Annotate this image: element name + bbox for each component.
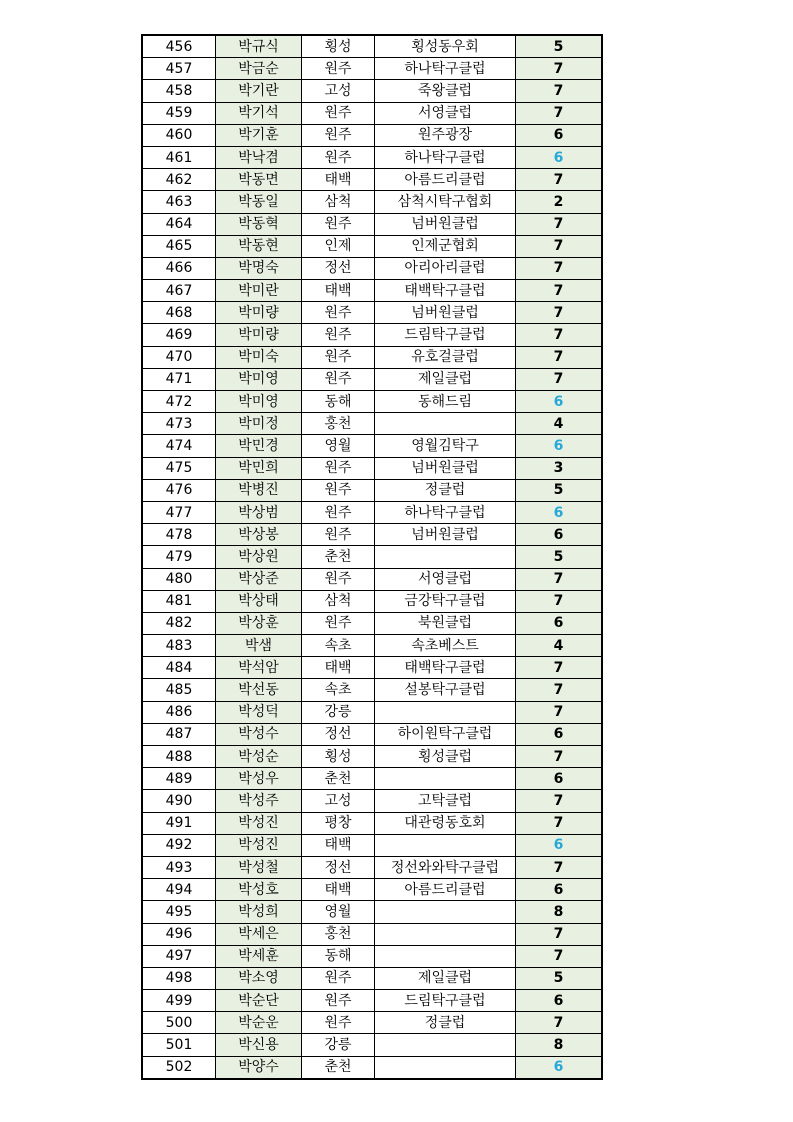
grade-cell: 5 xyxy=(516,546,603,568)
player-name-cell: 박상봉 xyxy=(216,524,302,546)
player-name-cell: 박금순 xyxy=(216,58,302,80)
grade-cell: 7 xyxy=(516,302,603,324)
grade-cell: 7 xyxy=(516,368,603,390)
player-name-cell: 박미숙 xyxy=(216,346,302,368)
club-name-cell: 속초베스트 xyxy=(375,635,516,657)
grade-cell: 5 xyxy=(516,479,603,501)
table-row xyxy=(142,901,602,923)
row-number-cell: 470 xyxy=(142,346,216,368)
club-name-cell: 아름드리클럽 xyxy=(375,169,516,191)
grade-cell: 4 xyxy=(516,635,603,657)
region-cell: 인제 xyxy=(302,235,375,257)
grade-cell: 6 xyxy=(516,435,603,457)
grade-cell: 7 xyxy=(516,856,603,878)
row-number-cell: 489 xyxy=(142,768,216,790)
row-number-cell: 484 xyxy=(142,657,216,679)
row-number-cell: 494 xyxy=(142,879,216,901)
grade-cell: 5 xyxy=(516,967,603,989)
table-row xyxy=(142,1034,602,1056)
grade-cell: 6 xyxy=(516,612,603,634)
player-name-cell: 박순단 xyxy=(216,990,302,1012)
table-row xyxy=(142,479,602,501)
table-row xyxy=(142,635,602,657)
table-row xyxy=(142,213,602,235)
row-number-cell: 468 xyxy=(142,302,216,324)
player-name-cell: 박상준 xyxy=(216,568,302,590)
row-number-cell: 491 xyxy=(142,812,216,834)
row-number-cell: 501 xyxy=(142,1034,216,1056)
club-name-cell: 하나탁구클럽 xyxy=(375,501,516,523)
row-number-cell: 481 xyxy=(142,590,216,612)
player-name-cell: 박성진 xyxy=(216,812,302,834)
row-number-cell: 460 xyxy=(142,124,216,146)
grade-cell: 7 xyxy=(516,102,603,124)
row-number-cell: 456 xyxy=(142,35,216,58)
region-cell: 홍천 xyxy=(302,413,375,435)
club-name-cell: 정클럽 xyxy=(375,479,516,501)
region-cell: 고성 xyxy=(302,790,375,812)
row-number-cell: 477 xyxy=(142,501,216,523)
player-name-cell: 박미란 xyxy=(216,280,302,302)
region-cell: 원주 xyxy=(302,612,375,634)
region-cell: 원주 xyxy=(302,324,375,346)
player-name-cell: 박샘 xyxy=(216,635,302,657)
club-name-cell: 정클럽 xyxy=(375,1012,516,1034)
region-cell: 속초 xyxy=(302,679,375,701)
grade-cell: 7 xyxy=(516,257,603,279)
table-row xyxy=(142,169,602,191)
player-name-cell: 박성순 xyxy=(216,746,302,768)
player-name-cell: 박성철 xyxy=(216,856,302,878)
club-name-cell xyxy=(375,1034,516,1056)
club-name-cell: 아리아리클럽 xyxy=(375,257,516,279)
player-name-cell: 박명숙 xyxy=(216,257,302,279)
table-row xyxy=(142,457,602,479)
player-name-cell: 박기란 xyxy=(216,80,302,102)
club-name-cell: 횡성동우회 xyxy=(375,35,516,58)
table-row xyxy=(142,612,602,634)
region-cell: 삼척 xyxy=(302,191,375,213)
region-cell: 춘천 xyxy=(302,1056,375,1079)
row-number-cell: 457 xyxy=(142,58,216,80)
region-cell: 태백 xyxy=(302,657,375,679)
region-cell: 횡성 xyxy=(302,35,375,58)
club-name-cell: 넘버원클럽 xyxy=(375,457,516,479)
grade-cell: 2 xyxy=(516,191,603,213)
player-name-cell: 박성호 xyxy=(216,879,302,901)
row-number-cell: 472 xyxy=(142,391,216,413)
player-name-cell: 박성수 xyxy=(216,723,302,745)
region-cell: 원주 xyxy=(302,990,375,1012)
grade-cell: 7 xyxy=(516,346,603,368)
player-name-cell: 박선동 xyxy=(216,679,302,701)
table-row xyxy=(142,102,602,124)
player-name-cell: 박미정 xyxy=(216,413,302,435)
table-row xyxy=(142,124,602,146)
grade-cell: 6 xyxy=(516,124,603,146)
table-row xyxy=(142,790,602,812)
region-cell: 원주 xyxy=(302,58,375,80)
grade-cell: 7 xyxy=(516,235,603,257)
row-number-cell: 488 xyxy=(142,746,216,768)
player-name-cell: 박민희 xyxy=(216,457,302,479)
table-row xyxy=(142,812,602,834)
row-number-cell: 474 xyxy=(142,435,216,457)
player-name-cell: 박성덕 xyxy=(216,701,302,723)
region-cell: 원주 xyxy=(302,368,375,390)
row-number-cell: 492 xyxy=(142,834,216,856)
player-name-cell: 박미영 xyxy=(216,391,302,413)
grade-cell: 6 xyxy=(516,524,603,546)
table-row xyxy=(142,324,602,346)
grade-cell: 7 xyxy=(516,80,603,102)
grade-cell: 7 xyxy=(516,679,603,701)
player-name-cell: 박미량 xyxy=(216,302,302,324)
table-row xyxy=(142,679,602,701)
row-number-cell: 458 xyxy=(142,80,216,102)
table-row xyxy=(142,746,602,768)
region-cell: 강릉 xyxy=(302,1034,375,1056)
region-cell: 홍천 xyxy=(302,923,375,945)
table-row xyxy=(142,280,602,302)
region-cell: 원주 xyxy=(302,346,375,368)
grade-cell: 7 xyxy=(516,701,603,723)
player-name-cell: 박성주 xyxy=(216,790,302,812)
grade-cell: 5 xyxy=(516,35,603,58)
region-cell: 원주 xyxy=(302,213,375,235)
region-cell: 영월 xyxy=(302,901,375,923)
row-number-cell: 471 xyxy=(142,368,216,390)
club-name-cell: 하나탁구클럽 xyxy=(375,58,516,80)
table-row xyxy=(142,923,602,945)
region-cell: 원주 xyxy=(302,146,375,168)
player-name-cell: 박세은 xyxy=(216,923,302,945)
region-cell: 정선 xyxy=(302,257,375,279)
grade-cell: 7 xyxy=(516,1012,603,1034)
table-row xyxy=(142,1012,602,1034)
grade-cell: 8 xyxy=(516,1034,603,1056)
table-row xyxy=(142,191,602,213)
club-name-cell: 원주광장 xyxy=(375,124,516,146)
club-name-cell: 죽왕클럽 xyxy=(375,80,516,102)
grade-cell: 7 xyxy=(516,923,603,945)
table-row xyxy=(142,546,602,568)
region-cell: 원주 xyxy=(302,124,375,146)
row-number-cell: 502 xyxy=(142,1056,216,1079)
table-row xyxy=(142,435,602,457)
player-name-cell: 박순운 xyxy=(216,1012,302,1034)
row-number-cell: 483 xyxy=(142,635,216,657)
table-row xyxy=(142,235,602,257)
grade-cell: 7 xyxy=(516,568,603,590)
roster-body xyxy=(142,35,602,1079)
grade-cell: 7 xyxy=(516,324,603,346)
club-name-cell: 넘버원클럽 xyxy=(375,302,516,324)
row-number-cell: 486 xyxy=(142,701,216,723)
club-name-cell xyxy=(375,413,516,435)
club-name-cell xyxy=(375,923,516,945)
region-cell: 태백 xyxy=(302,834,375,856)
player-name-cell: 박양수 xyxy=(216,1056,302,1079)
row-number-cell: 500 xyxy=(142,1012,216,1034)
row-number-cell: 499 xyxy=(142,990,216,1012)
region-cell: 평창 xyxy=(302,812,375,834)
club-name-cell xyxy=(375,834,516,856)
grade-cell: 7 xyxy=(516,590,603,612)
region-cell: 영월 xyxy=(302,435,375,457)
player-name-cell: 박소영 xyxy=(216,967,302,989)
club-name-cell xyxy=(375,901,516,923)
grade-cell: 6 xyxy=(516,391,603,413)
row-number-cell: 497 xyxy=(142,945,216,967)
club-name-cell: 태백탁구클럽 xyxy=(375,657,516,679)
region-cell: 태백 xyxy=(302,169,375,191)
club-name-cell: 드림탁구클럽 xyxy=(375,324,516,346)
club-name-cell xyxy=(375,701,516,723)
row-number-cell: 475 xyxy=(142,457,216,479)
region-cell: 정선 xyxy=(302,723,375,745)
club-name-cell: 금강탁구클럽 xyxy=(375,590,516,612)
grade-cell: 6 xyxy=(516,990,603,1012)
club-name-cell: 서영클럽 xyxy=(375,568,516,590)
row-number-cell: 464 xyxy=(142,213,216,235)
player-name-cell: 박낙겸 xyxy=(216,146,302,168)
row-number-cell: 463 xyxy=(142,191,216,213)
player-name-cell: 박동일 xyxy=(216,191,302,213)
table-row xyxy=(142,391,602,413)
table-row xyxy=(142,990,602,1012)
row-number-cell: 473 xyxy=(142,413,216,435)
player-name-cell: 박동현 xyxy=(216,235,302,257)
row-number-cell: 478 xyxy=(142,524,216,546)
player-name-cell: 박상태 xyxy=(216,590,302,612)
row-number-cell: 490 xyxy=(142,790,216,812)
club-name-cell: 제일클럽 xyxy=(375,368,516,390)
row-number-cell: 495 xyxy=(142,901,216,923)
roster-table xyxy=(141,34,603,1080)
player-name-cell: 박상훈 xyxy=(216,612,302,634)
table-row xyxy=(142,856,602,878)
table-row xyxy=(142,1056,602,1079)
table-row xyxy=(142,346,602,368)
grade-cell: 7 xyxy=(516,746,603,768)
region-cell: 삼척 xyxy=(302,590,375,612)
club-name-cell: 인제군협회 xyxy=(375,235,516,257)
club-name-cell: 설봉탁구클럽 xyxy=(375,679,516,701)
row-number-cell: 459 xyxy=(142,102,216,124)
row-number-cell: 485 xyxy=(142,679,216,701)
region-cell: 강릉 xyxy=(302,701,375,723)
region-cell: 정선 xyxy=(302,856,375,878)
row-number-cell: 465 xyxy=(142,235,216,257)
grade-cell: 7 xyxy=(516,169,603,191)
region-cell: 고성 xyxy=(302,80,375,102)
club-name-cell: 아름드리클럽 xyxy=(375,879,516,901)
club-name-cell: 삼척시탁구협회 xyxy=(375,191,516,213)
club-name-cell: 횡성클럽 xyxy=(375,746,516,768)
club-name-cell: 대관령동호회 xyxy=(375,812,516,834)
row-number-cell: 480 xyxy=(142,568,216,590)
table-row xyxy=(142,879,602,901)
table-row xyxy=(142,524,602,546)
player-name-cell: 박성희 xyxy=(216,901,302,923)
row-number-cell: 461 xyxy=(142,146,216,168)
table-row xyxy=(142,302,602,324)
row-number-cell: 498 xyxy=(142,967,216,989)
row-number-cell: 487 xyxy=(142,723,216,745)
region-cell: 속초 xyxy=(302,635,375,657)
club-name-cell: 유호걸클럽 xyxy=(375,346,516,368)
row-number-cell: 496 xyxy=(142,923,216,945)
player-name-cell: 박미량 xyxy=(216,324,302,346)
grade-cell: 6 xyxy=(516,723,603,745)
region-cell: 동해 xyxy=(302,945,375,967)
table-row xyxy=(142,80,602,102)
grade-cell: 7 xyxy=(516,812,603,834)
region-cell: 태백 xyxy=(302,879,375,901)
row-number-cell: 476 xyxy=(142,479,216,501)
grade-cell: 4 xyxy=(516,413,603,435)
region-cell: 원주 xyxy=(302,967,375,989)
grade-cell: 7 xyxy=(516,213,603,235)
row-number-cell: 479 xyxy=(142,546,216,568)
grade-cell: 6 xyxy=(516,501,603,523)
grade-cell: 7 xyxy=(516,657,603,679)
player-name-cell: 박세훈 xyxy=(216,945,302,967)
player-name-cell: 박신용 xyxy=(216,1034,302,1056)
club-name-cell xyxy=(375,546,516,568)
club-name-cell: 넘버원클럽 xyxy=(375,524,516,546)
region-cell: 원주 xyxy=(302,1012,375,1034)
table-row xyxy=(142,413,602,435)
club-name-cell: 영월김탁구 xyxy=(375,435,516,457)
row-number-cell: 482 xyxy=(142,612,216,634)
grade-cell: 6 xyxy=(516,879,603,901)
table-row xyxy=(142,368,602,390)
row-number-cell: 467 xyxy=(142,280,216,302)
region-cell: 원주 xyxy=(302,568,375,590)
club-name-cell: 드림탁구클럽 xyxy=(375,990,516,1012)
region-cell: 원주 xyxy=(302,102,375,124)
club-name-cell: 동해드림 xyxy=(375,391,516,413)
table-row xyxy=(142,945,602,967)
player-name-cell: 박동면 xyxy=(216,169,302,191)
player-name-cell: 박기석 xyxy=(216,102,302,124)
grade-cell: 3 xyxy=(516,457,603,479)
region-cell: 태백 xyxy=(302,280,375,302)
player-name-cell: 박민경 xyxy=(216,435,302,457)
grade-cell: 7 xyxy=(516,280,603,302)
player-name-cell: 박상원 xyxy=(216,546,302,568)
table-row xyxy=(142,701,602,723)
player-name-cell: 박성우 xyxy=(216,768,302,790)
player-name-cell: 박석암 xyxy=(216,657,302,679)
region-cell: 횡성 xyxy=(302,746,375,768)
grade-cell: 7 xyxy=(516,58,603,80)
region-cell: 원주 xyxy=(302,479,375,501)
grade-cell: 6 xyxy=(516,768,603,790)
grade-cell: 7 xyxy=(516,945,603,967)
table-row xyxy=(142,657,602,679)
region-cell: 춘천 xyxy=(302,546,375,568)
player-name-cell: 박규식 xyxy=(216,35,302,58)
row-number-cell: 462 xyxy=(142,169,216,191)
region-cell: 원주 xyxy=(302,501,375,523)
table-row xyxy=(142,501,602,523)
club-name-cell: 북원클럽 xyxy=(375,612,516,634)
table-row xyxy=(142,146,602,168)
table-row xyxy=(142,723,602,745)
table-row xyxy=(142,35,602,58)
player-name-cell: 박미영 xyxy=(216,368,302,390)
table-row xyxy=(142,768,602,790)
grade-cell: 6 xyxy=(516,146,603,168)
table-row xyxy=(142,590,602,612)
region-cell: 원주 xyxy=(302,524,375,546)
club-name-cell xyxy=(375,768,516,790)
grade-cell: 8 xyxy=(516,901,603,923)
grade-cell: 6 xyxy=(516,1056,603,1079)
club-name-cell: 하나탁구클럽 xyxy=(375,146,516,168)
club-name-cell: 태백탁구클럽 xyxy=(375,280,516,302)
row-number-cell: 493 xyxy=(142,856,216,878)
club-name-cell: 제일클럽 xyxy=(375,967,516,989)
table-row xyxy=(142,58,602,80)
region-cell: 원주 xyxy=(302,302,375,324)
club-name-cell xyxy=(375,1056,516,1079)
region-cell: 춘천 xyxy=(302,768,375,790)
table-row xyxy=(142,834,602,856)
table-row xyxy=(142,568,602,590)
club-name-cell: 하이원탁구클럽 xyxy=(375,723,516,745)
table-row xyxy=(142,257,602,279)
club-name-cell xyxy=(375,945,516,967)
grade-cell: 6 xyxy=(516,834,603,856)
region-cell: 원주 xyxy=(302,457,375,479)
row-number-cell: 469 xyxy=(142,324,216,346)
club-name-cell: 서영클럽 xyxy=(375,102,516,124)
player-name-cell: 박병진 xyxy=(216,479,302,501)
club-name-cell: 고탁클럽 xyxy=(375,790,516,812)
grade-cell: 7 xyxy=(516,790,603,812)
club-name-cell: 정선와와탁구클럽 xyxy=(375,856,516,878)
row-number-cell: 466 xyxy=(142,257,216,279)
region-cell: 동해 xyxy=(302,391,375,413)
table-row xyxy=(142,967,602,989)
club-name-cell: 넘버원클럽 xyxy=(375,213,516,235)
player-name-cell: 박기훈 xyxy=(216,124,302,146)
player-name-cell: 박상범 xyxy=(216,501,302,523)
player-name-cell: 박성진 xyxy=(216,834,302,856)
player-name-cell: 박동혁 xyxy=(216,213,302,235)
